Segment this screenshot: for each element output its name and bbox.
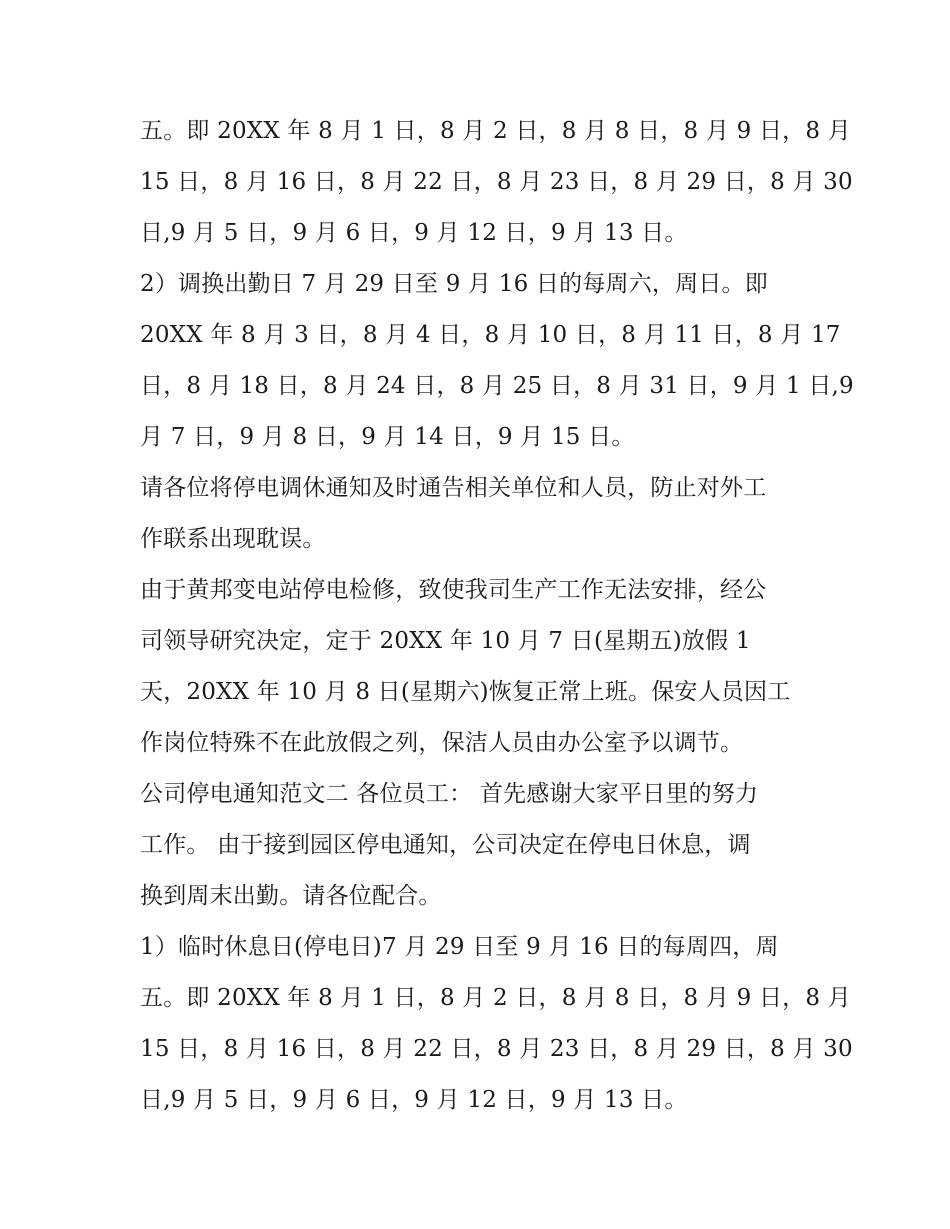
text-line: 作岗位特殊不在此放假之列，保洁人员由办公室予以调节。 (140, 730, 744, 756)
text-line: 月 7 日，9 月 8 日，9 月 14 日，9 月 15 日。 (140, 424, 635, 450)
document-body (140, 106, 854, 1126)
text-line: 作联系出现耽误。 (140, 526, 326, 552)
text-line: 五。即 20XX 年 8 月 1 日，8 月 2 日，8 月 8 日，8 月 9 日，8 月 (140, 118, 851, 144)
text-line: 2）调换出勤日 7 月 29 日至 9 月 16 日的每周六，周日。即 (140, 271, 768, 297)
text-line: 五。即 20XX 年 8 月 1 日，8 月 2 日，8 月 8 日，8 月 9 日，8 月 (140, 985, 851, 1011)
text-line: 15 日，8 月 16 日，8 月 22 日，8 月 23 日，8 月 29 日，8 月 30 (140, 1036, 853, 1062)
text-line: 换到周末出勤。请各位配合。 (140, 883, 442, 909)
text-line: 司领导研究决定，定于 20XX 年 10 月 7 日(星期五)放假 1 (140, 628, 751, 654)
text-line: 1）临时休息日(停电日)7 月 29 日至 9 月 16 日的每周四，周 (140, 934, 779, 960)
text-line: 天，20XX 年 10 月 8 日(星期六)恢复正常上班。保安人员因工 (140, 679, 791, 705)
text-line: 日,9 月 5 日，9 月 6 日，9 月 12 日，9 月 13 日。 (140, 1087, 688, 1113)
text-line: 公司停电通知范文二 各位员工： 首先感谢大家平日里的努力 (140, 781, 759, 807)
text-line: 日,9 月 5 日，9 月 6 日，9 月 12 日，9 月 13 日。 (140, 220, 688, 246)
text-line: 请各位将停电调休通知及时通告相关单位和人员，防止对外工 (140, 475, 767, 501)
text-line: 由于黄邦变电站停电检修，致使我司生产工作无法安排，经公 (140, 577, 767, 603)
text-line: 日，8 月 18 日，8 月 24 日，8 月 25 日，8 月 31 日，9 月 1 日,9 (140, 373, 854, 399)
text-line: 20XX 年 8 月 3 日，8 月 4 日，8 月 10 日，8 月 11 日，8 月 17 (140, 322, 841, 348)
text-line: 15 日，8 月 16 日，8 月 22 日，8 月 23 日，8 月 29 日，8 月 30 (140, 169, 853, 195)
text-line: 工作。 由于接到园区停电通知，公司决定在停电日休息，调 (140, 832, 751, 858)
